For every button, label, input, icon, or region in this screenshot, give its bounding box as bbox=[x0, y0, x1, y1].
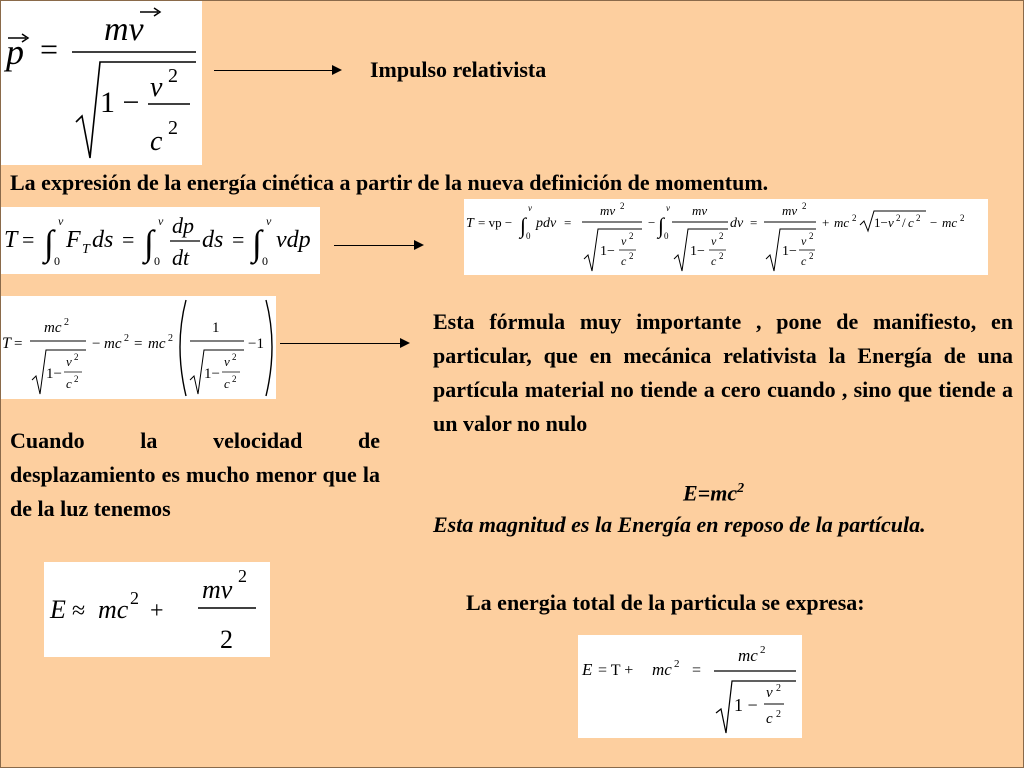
svg-text:v: v bbox=[224, 354, 230, 369]
total-energy-equation bbox=[578, 635, 802, 738]
svg-text:1−: 1− bbox=[204, 366, 220, 382]
svg-text:2: 2 bbox=[74, 352, 79, 362]
svg-text:+: + bbox=[150, 598, 164, 624]
svg-text:mv: mv bbox=[600, 203, 616, 218]
svg-text:2: 2 bbox=[760, 644, 766, 656]
svg-text:=: = bbox=[692, 662, 702, 679]
svg-text:2: 2 bbox=[802, 201, 807, 211]
kinetic-integral-equation bbox=[0, 207, 320, 274]
svg-text:= T +: = T + bbox=[598, 662, 634, 679]
kinetic-energy-equation bbox=[0, 296, 276, 399]
svg-text:2: 2 bbox=[168, 333, 173, 344]
svg-text:v: v bbox=[766, 685, 773, 701]
svg-text:=: = bbox=[22, 227, 35, 252]
svg-text:2: 2 bbox=[776, 709, 781, 720]
svg-text:mc: mc bbox=[652, 660, 672, 679]
svg-text:2: 2 bbox=[168, 117, 178, 139]
svg-text:≈: ≈ bbox=[72, 598, 86, 624]
svg-text:v: v bbox=[801, 234, 807, 248]
svg-text:2: 2 bbox=[124, 333, 129, 344]
svg-text:∫: ∫ bbox=[520, 213, 527, 238]
svg-text:1−: 1− bbox=[600, 244, 615, 259]
svg-text:2: 2 bbox=[809, 231, 814, 241]
arrow-3 bbox=[280, 343, 408, 344]
svg-text:c: c bbox=[224, 376, 230, 391]
svg-text:v: v bbox=[266, 214, 272, 228]
svg-text:dp: dp bbox=[172, 213, 194, 238]
svg-text:v: v bbox=[666, 203, 670, 213]
svg-text:2: 2 bbox=[960, 213, 965, 223]
svg-text:T: T bbox=[2, 335, 11, 352]
svg-text:mv: mv bbox=[104, 11, 144, 48]
svg-text:1−: 1− bbox=[782, 244, 797, 259]
svg-text:v: v bbox=[888, 215, 894, 230]
svg-text:2: 2 bbox=[232, 352, 237, 362]
svg-text:2: 2 bbox=[238, 566, 247, 586]
svg-text:2: 2 bbox=[852, 213, 857, 223]
svg-text:mc: mc bbox=[942, 215, 958, 230]
svg-text:1−: 1− bbox=[874, 215, 888, 230]
svg-text:2: 2 bbox=[719, 251, 724, 261]
svg-text:=: = bbox=[564, 215, 572, 230]
kinetic-parts-equation bbox=[464, 199, 988, 275]
paragraph-formula: Esta fórmula muy importante , pone de manifiesto, en particular, que en mecánica relativista la Energía de una partícula material no tiende a cero cuando , sino que tiende a un valor no nulo bbox=[433, 309, 1013, 436]
svg-text:2: 2 bbox=[232, 374, 237, 384]
svg-text:2: 2 bbox=[620, 201, 625, 211]
svg-text:mc: mc bbox=[738, 646, 758, 665]
svg-text:mc: mc bbox=[44, 320, 62, 336]
svg-text:dt: dt bbox=[172, 245, 190, 270]
svg-text:1−: 1− bbox=[46, 366, 62, 382]
heading-impulso: Impulso relativista bbox=[370, 57, 547, 82]
total-energy-label: La energia total de la particula se expresa: bbox=[466, 590, 865, 615]
svg-text:T: T bbox=[82, 242, 90, 257]
svg-text:mc: mc bbox=[148, 336, 166, 352]
svg-text:−: − bbox=[648, 215, 656, 230]
svg-text:ds: ds bbox=[92, 227, 114, 253]
svg-text:p: p bbox=[6, 32, 24, 72]
svg-text:=: = bbox=[750, 215, 758, 230]
svg-text:∫: ∫ bbox=[252, 223, 262, 263]
svg-text:1 −: 1 − bbox=[734, 695, 758, 715]
svg-text:F: F bbox=[66, 227, 81, 253]
svg-text:v: v bbox=[66, 354, 72, 369]
svg-text:2: 2 bbox=[220, 625, 233, 654]
svg-text:0: 0 bbox=[262, 254, 268, 268]
svg-text:1 −: 1 − bbox=[100, 86, 140, 119]
svg-text:+: + bbox=[822, 215, 830, 230]
svg-text:0: 0 bbox=[154, 254, 160, 268]
svg-text:v: v bbox=[150, 72, 163, 103]
svg-text:v: v bbox=[58, 214, 64, 228]
svg-text:2: 2 bbox=[896, 213, 901, 223]
svg-text:∫: ∫ bbox=[658, 213, 665, 238]
svg-text:2: 2 bbox=[74, 374, 79, 384]
svg-text:2: 2 bbox=[629, 251, 634, 261]
svg-text:=: = bbox=[40, 31, 59, 67]
svg-text:dv: dv bbox=[730, 216, 744, 231]
svg-text:c: c bbox=[66, 376, 72, 391]
svg-text:vdp: vdp bbox=[276, 227, 311, 253]
svg-text:=: = bbox=[14, 336, 23, 352]
svg-text:∫: ∫ bbox=[44, 223, 54, 263]
svg-text:mc: mc bbox=[98, 595, 129, 624]
svg-text:pdv: pdv bbox=[536, 216, 557, 231]
svg-text:c: c bbox=[621, 254, 627, 268]
svg-text:v: v bbox=[158, 214, 164, 228]
svg-text:E: E bbox=[50, 595, 66, 624]
svg-text:c: c bbox=[711, 254, 717, 268]
rest-energy-formula bbox=[683, 474, 744, 508]
svg-text:0: 0 bbox=[664, 231, 669, 241]
svg-text:c: c bbox=[908, 215, 914, 230]
arrow-1 bbox=[214, 70, 340, 71]
svg-text:2: 2 bbox=[809, 251, 814, 261]
svg-text:2: 2 bbox=[629, 231, 634, 241]
rest-energy-note: Esta magnitud es la Energía en reposo de la partícula. bbox=[433, 512, 926, 537]
svg-text:0: 0 bbox=[526, 231, 531, 241]
svg-text:∫: ∫ bbox=[144, 223, 154, 263]
rest-energy-base: E=mc bbox=[683, 480, 738, 506]
svg-text:1: 1 bbox=[212, 320, 220, 336]
svg-text:= vp −: = vp − bbox=[478, 215, 513, 230]
rest-energy-exponent: 2 bbox=[737, 481, 745, 496]
svg-text:0: 0 bbox=[54, 254, 60, 268]
svg-text:v: v bbox=[711, 234, 717, 248]
low-velocity-text: Cuando la velocidad de desplazamiento es mucho menor que la de la luz tenemos bbox=[10, 428, 380, 521]
svg-text:/: / bbox=[902, 215, 906, 230]
svg-text:ds: ds bbox=[202, 227, 224, 253]
svg-text:c: c bbox=[801, 254, 807, 268]
svg-text:E: E bbox=[582, 660, 593, 679]
svg-text:T: T bbox=[466, 216, 474, 231]
svg-text:2: 2 bbox=[916, 213, 921, 223]
svg-text:mc: mc bbox=[834, 215, 850, 230]
svg-text:mc: mc bbox=[104, 336, 122, 352]
svg-text:v: v bbox=[621, 234, 627, 248]
svg-text:c: c bbox=[766, 711, 773, 727]
momentum-equation bbox=[0, 0, 202, 165]
svg-text:c: c bbox=[150, 126, 163, 157]
svg-text:−1: −1 bbox=[248, 336, 264, 352]
svg-text:2: 2 bbox=[168, 65, 178, 87]
svg-text:mv: mv bbox=[202, 575, 233, 604]
svg-text:2: 2 bbox=[64, 317, 69, 328]
svg-text:mv: mv bbox=[692, 203, 708, 218]
svg-text:=: = bbox=[232, 227, 245, 252]
svg-text:−: − bbox=[92, 336, 101, 352]
svg-text:=: = bbox=[134, 336, 143, 352]
intro-text: La expresión de la energía cinética a partir de la nueva definición de momentum. bbox=[10, 170, 769, 195]
svg-text:T: T bbox=[4, 227, 18, 253]
svg-text:−: − bbox=[930, 215, 938, 230]
svg-text:mv: mv bbox=[782, 203, 798, 218]
svg-text:2: 2 bbox=[130, 588, 139, 608]
svg-text:1−: 1− bbox=[690, 244, 705, 259]
low-velocity-equation bbox=[44, 562, 270, 657]
svg-text:=: = bbox=[122, 227, 135, 252]
arrow-2 bbox=[334, 245, 422, 246]
svg-text:2: 2 bbox=[674, 658, 680, 670]
svg-text:2: 2 bbox=[719, 231, 724, 241]
svg-text:2: 2 bbox=[776, 683, 781, 694]
svg-text:v: v bbox=[528, 203, 532, 213]
